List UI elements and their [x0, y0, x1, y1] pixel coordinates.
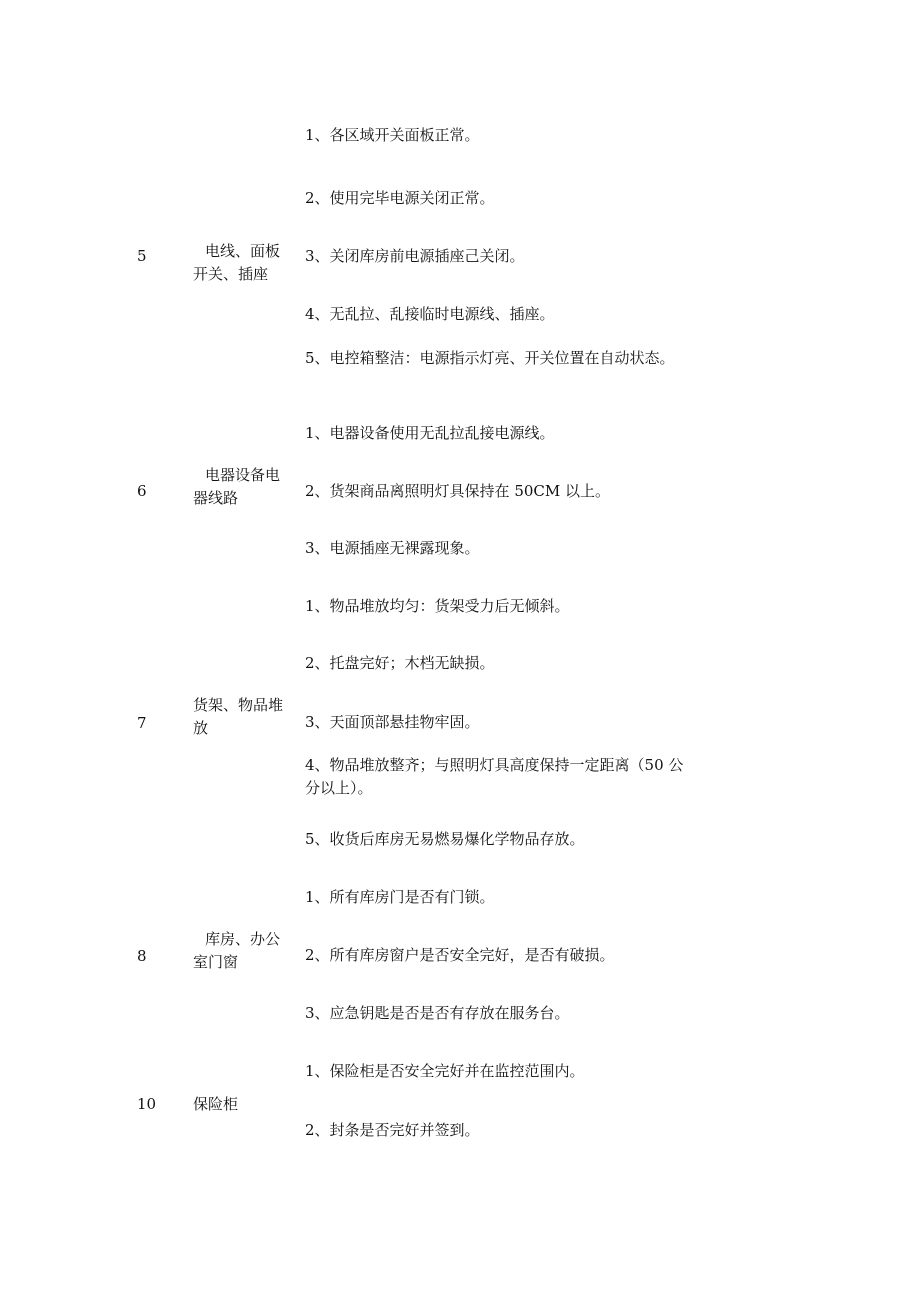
check-item: 2、所有库房窗户是否安全完好，是否有破损。 [305, 946, 615, 964]
section-category: 保险柜 [193, 1095, 239, 1113]
section-category: 电器设备电器线路 [193, 466, 281, 507]
section-number: 5 [137, 247, 147, 265]
check-item: 1、各区域开关面板正常。 [305, 126, 480, 144]
check-item: 1、物品堆放均匀：货架受力后无倾斜。 [305, 597, 570, 615]
section-category: 电线、面板开关、插座 [193, 242, 281, 283]
section-number: 10 [137, 1095, 157, 1113]
section-number: 8 [137, 947, 147, 965]
section-number: 6 [137, 482, 147, 500]
check-item: 2、货架商品离照明灯具保持在 50CM 以上。 [305, 482, 611, 500]
check-item: 5、电控箱整洁：电源指示灯亮、开关位置在自动状态。 [305, 349, 675, 367]
check-item: 3、应急钥匙是否是否有存放在服务台。 [305, 1004, 570, 1022]
check-item: 3、天面顶部悬挂物牢固。 [305, 713, 480, 731]
check-item: 1、保险柜是否安全完好并在监控范围内。 [305, 1062, 585, 1080]
check-item: 5、收货后库房无易燃易爆化学物品存放。 [305, 830, 585, 848]
section-category-text: 货架、物品堆放 [193, 696, 284, 737]
check-item: 1、电器设备使用无乱拉乱接电源线。 [305, 424, 555, 442]
section-number: 7 [137, 714, 147, 732]
check-item: 2、托盘完好；木档无缺损。 [305, 654, 495, 672]
check-item: 2、使用完毕电源关闭正常。 [305, 189, 495, 207]
check-item: 3、关闭库房前电源插座己关闭。 [305, 247, 525, 265]
section-category: 库房、办公室门窗 [193, 930, 281, 971]
check-item: 4、无乱拉、乱接临时电源线、插座。 [305, 305, 555, 323]
check-item: 2、封条是否完好并签到。 [305, 1121, 480, 1139]
check-item: 4、物品堆放整齐；与照明灯具高度保持一定距离（50 公分以上）。 [305, 756, 684, 797]
check-item: 3、电源插座无裸露现象。 [305, 539, 480, 557]
check-item: 1、所有库房门是否有门锁。 [305, 888, 495, 906]
